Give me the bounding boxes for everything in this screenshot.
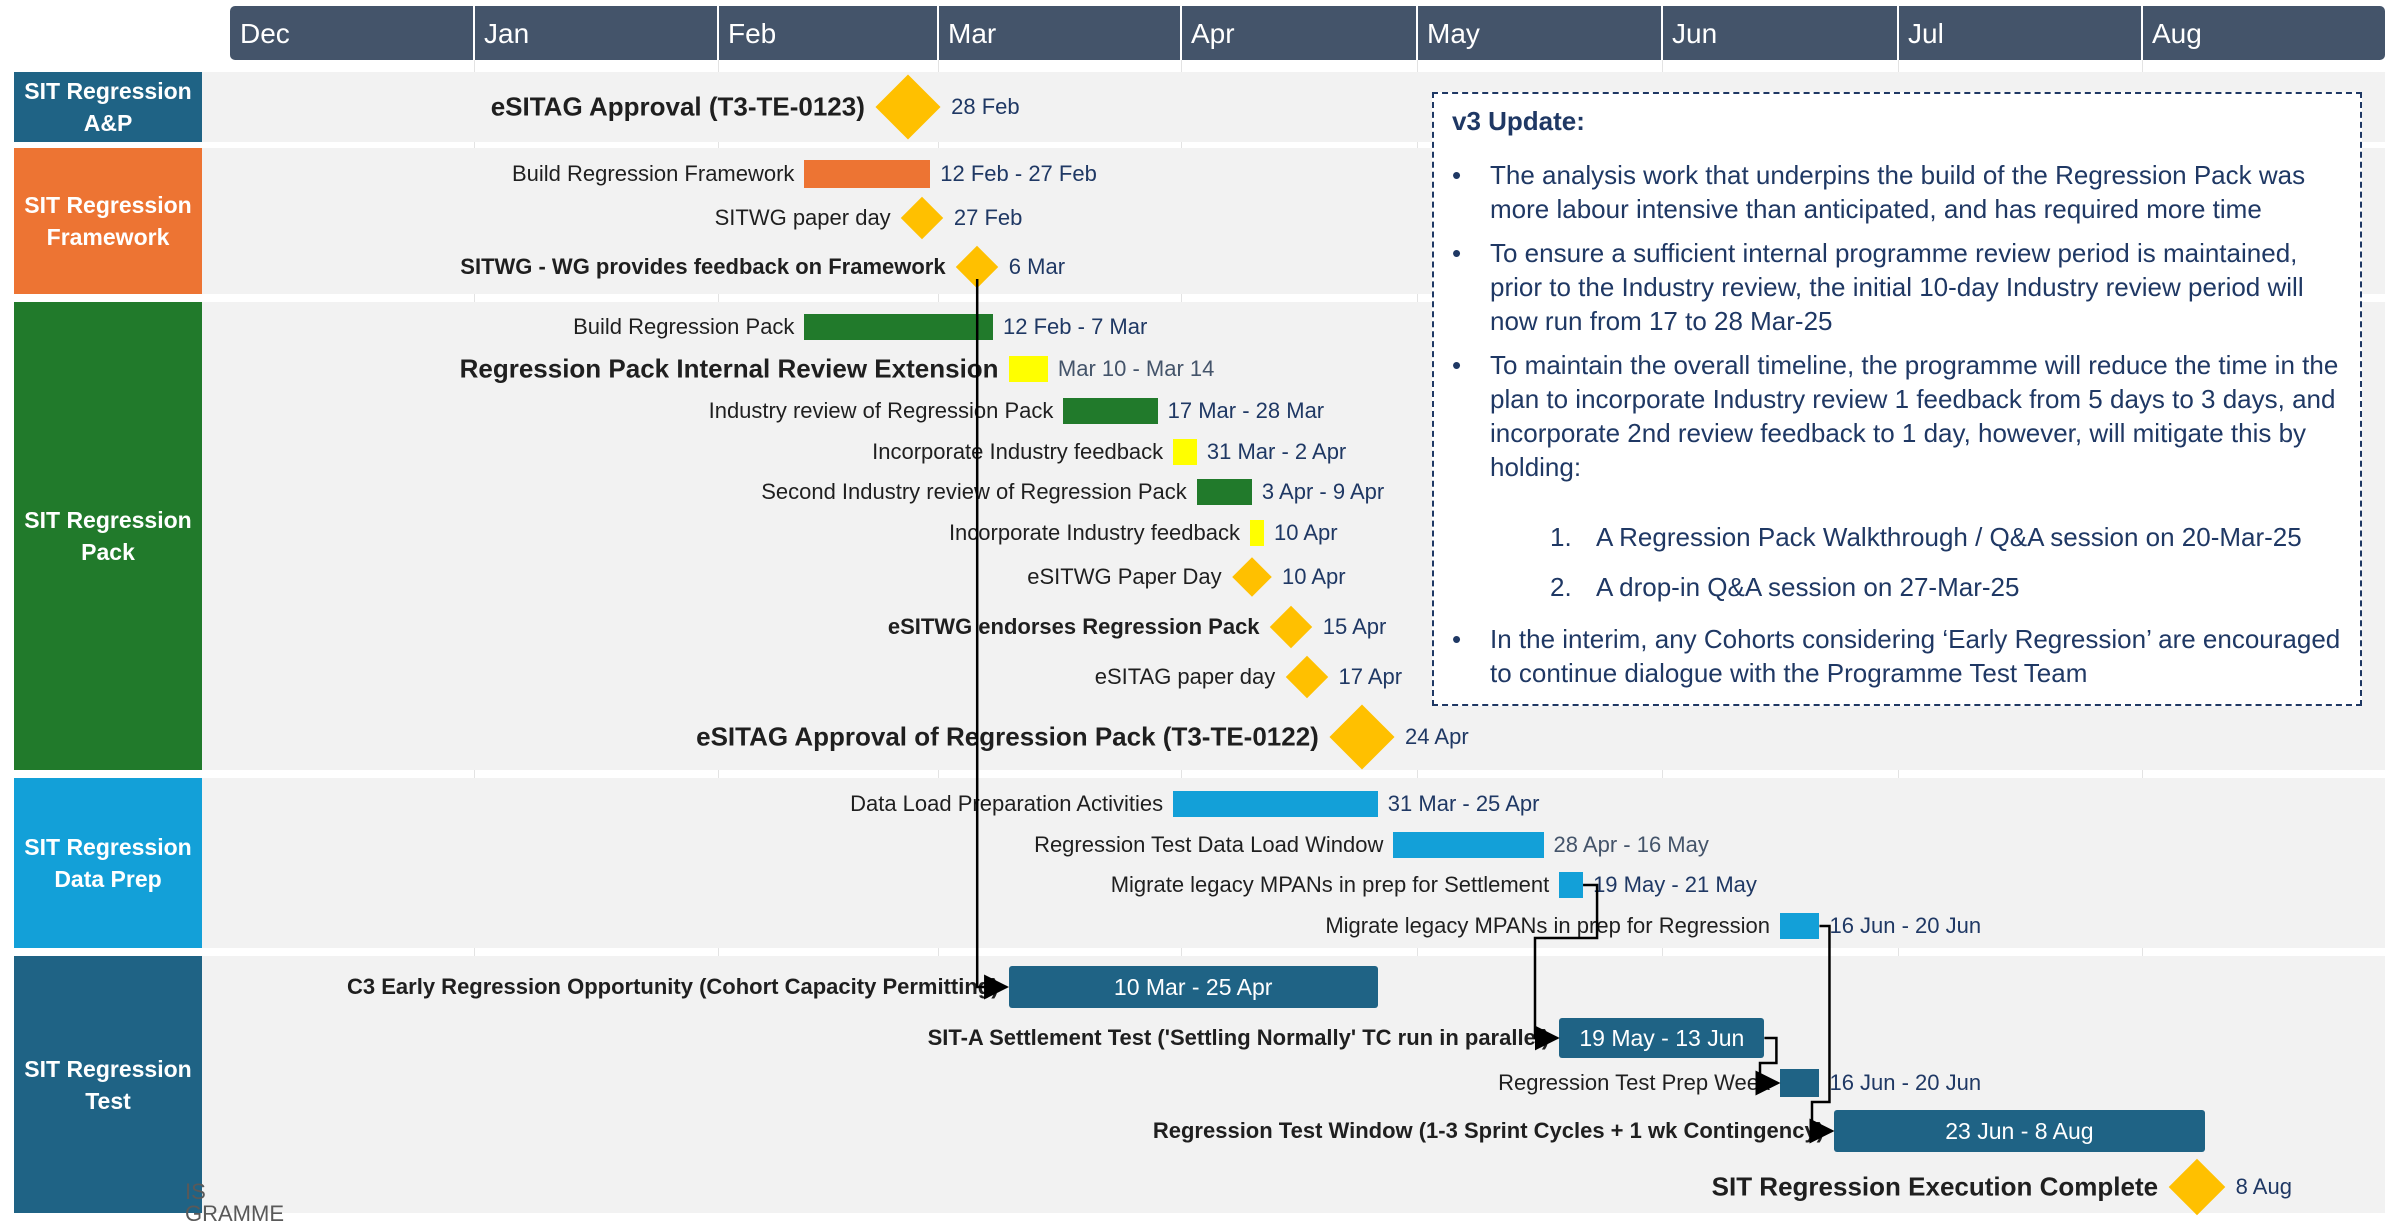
task-label: SIT Regression Execution Complete xyxy=(1711,1171,2159,1202)
task-label: Incorporate Industry feedback xyxy=(948,520,1240,545)
month-label: Jun xyxy=(1672,18,1718,49)
update-sub-number: 2. xyxy=(1550,572,1572,602)
task-date-label: 19 May - 21 May xyxy=(1593,872,1757,897)
task-label: Build Regression Pack xyxy=(573,314,795,339)
logo-line-1: IS xyxy=(185,1179,206,1204)
update-title: v3 Update: xyxy=(1452,106,1585,136)
task-date-label: 16 Jun - 20 Jun xyxy=(1829,913,1982,938)
dependency-arrow xyxy=(1535,885,1597,1038)
task-date-label: 6 Mar xyxy=(1008,254,1066,279)
task-label: Migrate legacy MPANs in prep for Regression xyxy=(1325,913,1770,938)
task-label: C3 Early Regression Opportunity (Cohort Capacity Permitting) xyxy=(347,974,999,999)
task-label: Regression Pack Internal Review Extension xyxy=(459,353,999,384)
task-date-label: 28 Feb xyxy=(951,94,1020,119)
dependency-arrow xyxy=(1760,1038,1778,1083)
task-date-label: 16 Jun - 20 Jun xyxy=(1829,1070,1982,1095)
task-date-label: 8 Aug xyxy=(2235,1174,2292,1199)
dependency-arrow xyxy=(977,279,1006,987)
update-sub-number: 1. xyxy=(1550,522,1572,552)
update-bullet: To maintain the overall timeline, the programme will reduce the time in the plan to incorporate Industry review 1 feedback from 5 days to 3 days, and incorporate 2nd review feedback to 1 day, however, will mitigate this by holding: xyxy=(1490,350,2339,482)
month-label: Feb xyxy=(728,18,777,49)
swimlane-label: SIT Regression Test xyxy=(14,956,202,1213)
update-bullet-marker: • xyxy=(1452,160,1462,190)
task-date-label: 10 Apr xyxy=(1274,520,1338,545)
task-label: eSITAG Approval of Regression Pack (T3-TE-0122) xyxy=(696,721,1319,752)
task-label: eSITWG Paper Day xyxy=(1027,564,1222,589)
task-bar-dates: 19 May - 13 Jun xyxy=(1579,1024,1745,1051)
month-label: Jan xyxy=(484,18,530,49)
programme-logo-text xyxy=(185,1179,284,1226)
task-label: Regression Test Prep Week xyxy=(1498,1070,1770,1095)
update-bullet: In the interim, any Cohorts considering ‘Early Regression’ are encouraged to continue dialogue with the Programme Test Team xyxy=(1490,624,2341,688)
task-date-label: 10 Apr xyxy=(1281,564,1346,589)
task-date-label: 28 Apr - 16 May xyxy=(1553,832,1709,857)
month-label: Dec xyxy=(240,18,290,49)
task-label: Build Regression Framework xyxy=(512,161,795,186)
task-label: Regression Test Window (1-3 Sprint Cycles + 1 wk Contingency) xyxy=(1152,1118,1824,1143)
task-label: Incorporate Industry feedback xyxy=(872,439,1164,464)
update-bullet: To ensure a sufficient internal programme review period is maintained, prior to the Industry review, the initial 10-day Industry review period will now run from 17 to 28 Mar-25 xyxy=(1490,238,2304,336)
task-date-label: Mar 10 - Mar 14 xyxy=(1057,356,1215,381)
v3-update-box xyxy=(1432,92,2362,706)
task-label: SITWG - WG provides feedback on Framework xyxy=(460,254,946,279)
swimlane-label: SIT Regression Data Prep xyxy=(14,778,202,948)
swimlane-label: SIT Regression A&P xyxy=(14,72,202,142)
task-date-label: 31 Mar - 2 Apr xyxy=(1206,439,1347,464)
task-label: SIT-A Settlement Test ('Settling Normally' TC run in parallel) xyxy=(927,1025,1550,1050)
update-bullet-marker: • xyxy=(1452,238,1462,268)
task-date-label: 24 Apr xyxy=(1405,724,1469,749)
task-bar-dates: 23 Jun - 8 Aug xyxy=(1945,1117,2094,1144)
month-label: Mar xyxy=(948,18,997,49)
task-date-label: 15 Apr xyxy=(1322,614,1387,639)
swimlane-label: SIT Regression Pack xyxy=(14,302,202,770)
month-label: May xyxy=(1427,18,1480,49)
logo-line-2: GRAMME xyxy=(185,1201,284,1226)
task-date-label: 17 Apr xyxy=(1338,664,1403,689)
task-label: eSITAG Approval (T3-TE-0123) xyxy=(490,91,865,122)
task-label: Regression Test Data Load Window xyxy=(1034,832,1384,857)
month-label: Aug xyxy=(2152,18,2202,49)
update-bullet-marker: • xyxy=(1452,624,1462,654)
task-bar-dates: 10 Mar - 25 Apr xyxy=(1113,973,1273,1000)
month-label: Jul xyxy=(1908,18,1944,49)
task-label: eSITWG endorses Regression Pack xyxy=(887,614,1260,639)
task-date-label: 31 Mar - 25 Apr xyxy=(1387,791,1540,816)
task-label: Data Load Preparation Activities xyxy=(850,791,1164,816)
task-date-label: 12 Feb - 7 Mar xyxy=(1003,314,1148,339)
task-label: Migrate legacy MPANs in prep for Settlement xyxy=(1110,872,1550,897)
month-label: Apr xyxy=(1191,18,1235,49)
update-bullet-marker: • xyxy=(1452,350,1462,380)
swimlane-label: SIT Regression Framework xyxy=(14,148,202,294)
task-label: Second Industry review of Regression Pack xyxy=(761,479,1187,504)
task-label: SITWG paper day xyxy=(714,205,891,230)
task-date-label: 27 Feb xyxy=(953,205,1023,230)
task-date-label: 17 Mar - 28 Mar xyxy=(1167,398,1325,423)
task-label: eSITAG paper day xyxy=(1094,664,1276,689)
task-date-label: 12 Feb - 27 Feb xyxy=(940,161,1097,186)
update-sub-item: A drop-in Q&A session on 27-Mar-25 xyxy=(1596,572,2020,602)
update-bullet: The analysis work that underpins the build of the Regression Pack was more labour intensive than anticipated, and has required more time xyxy=(1490,160,2306,224)
task-label: Industry review of Regression Pack xyxy=(708,398,1054,423)
task-date-label: 3 Apr - 9 Apr xyxy=(1261,479,1385,504)
dependency-arrow xyxy=(1812,926,1832,1131)
update-sub-item: A Regression Pack Walkthrough / Q&A session on 20-Mar-25 xyxy=(1596,522,2302,552)
